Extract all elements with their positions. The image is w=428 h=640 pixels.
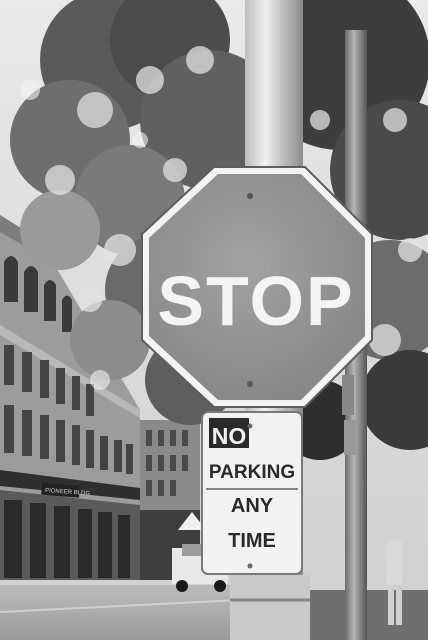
no-parking-sign (202, 412, 302, 574)
parking-line-2: PARKING (208, 462, 296, 483)
pedestrian (386, 540, 402, 625)
parking-line-3: ANY (230, 495, 274, 517)
parking-line-4: TIME (228, 530, 276, 552)
stop-sign-text: STOP (157, 262, 355, 340)
road (0, 585, 240, 640)
building-sign-text: PIONEER BLDG (44, 488, 91, 498)
parking-line-1: NO (211, 423, 247, 449)
stop-sign (142, 167, 372, 407)
